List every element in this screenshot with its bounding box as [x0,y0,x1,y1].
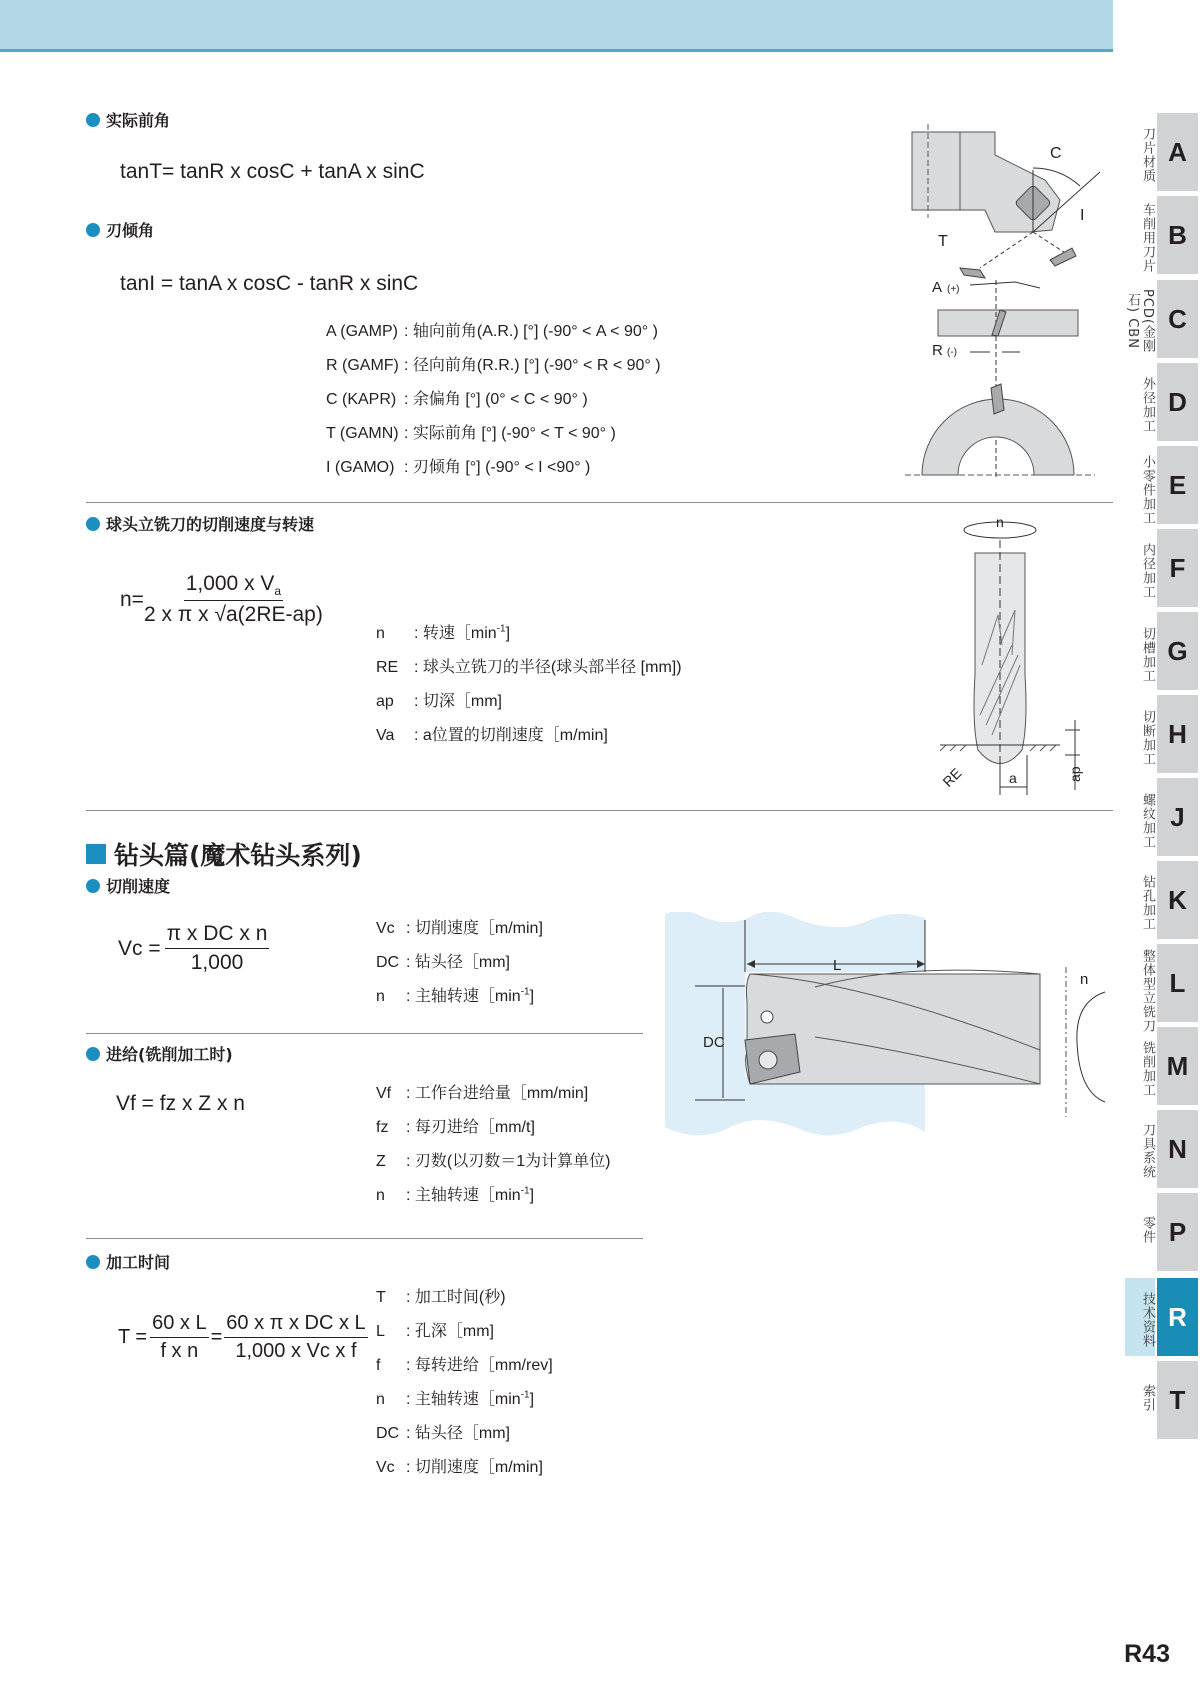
side-tab-label: 整体型立铣刀 [1140,949,1155,1033]
definition-row [326,420,616,443]
def-desc: : 余偏角 [°] (0° < C < 90° ) [404,391,588,408]
side-tab-label: 内径加工 [1140,543,1155,599]
svg-text:R: R [932,342,943,359]
fraction [165,922,270,975]
heading-ball-end [86,512,314,535]
definition-row [376,1318,494,1341]
side-tab-label-active: 技术资料 [1125,1278,1155,1356]
def-symbol: Vf [376,1085,392,1102]
def-desc: : 孔深［mm] [406,1323,494,1340]
side-tab-label: 刀具系统 [1140,1123,1155,1179]
formula-actual-rake: tanT= tanR x cosC + tanA x sinC [120,160,425,183]
def-symbol: A (GAMP) [326,323,399,340]
def-symbol: T [376,1289,386,1306]
def-symbol: RE [376,659,399,676]
side-tab-label: 索引 [1140,1384,1155,1412]
def-symbol: I (GAMO) [326,459,395,476]
def-desc: : 刃数(以刃数＝1为计算单位) [406,1153,611,1170]
side-tab-e[interactable]: E [1157,446,1198,524]
heading-actual-rake [86,108,170,131]
def-symbol: L [376,1323,385,1340]
fraction [144,572,323,627]
side-tab-b[interactable]: B [1157,196,1198,274]
superscript: -1 [496,623,506,635]
subscript: a [274,584,282,599]
definition-row [376,1114,535,1137]
def-desc: : 切削速度［m/min] [406,1459,543,1476]
svg-text:RE: RE [939,764,965,790]
divider [86,1238,643,1239]
formula-inclination: tanI = tanA x cosC - tanR x sinC [120,272,419,295]
header-band [0,0,1113,52]
svg-text:A: A [932,279,943,296]
svg-text:L: L [833,957,842,974]
svg-text:n: n [1080,971,1089,988]
def-desc: : 钻头径［mm] [406,954,510,971]
side-tab-a[interactable]: A [1157,113,1198,191]
side-tab-c[interactable]: C [1157,280,1198,358]
definition-row [376,1454,543,1477]
def-desc: : 切削速度［m/min] [406,920,543,937]
heading-inclination [86,218,154,241]
def-desc: : 实际前角 [°] (-90° < T < 90° ) [404,425,616,442]
heading-machining-time [86,1250,170,1273]
denominator: 1,000 [190,951,244,974]
fraction [150,1312,208,1363]
heading-cutting-speed [86,874,170,897]
side-tab-j[interactable]: J [1157,778,1198,856]
definition-row [376,620,510,643]
def-symbol: Vc [376,1459,395,1476]
definition-row [376,722,608,745]
definition-row [376,688,502,711]
svg-text:C: C [1050,145,1062,162]
denominator: 1,000 x Vc x f [235,1340,357,1362]
bullet-icon [86,1255,100,1269]
square-bullet-icon [86,844,106,864]
def-tail: ] [529,988,535,1005]
heading-text: 进给(铣削加工时) [106,1045,233,1064]
side-tab-label: 刀片材质 [1140,127,1155,183]
side-tab-d[interactable]: D [1157,363,1198,441]
svg-text:DC: DC [703,1034,725,1051]
svg-text:ap: ap [1067,766,1083,782]
side-tab-label: 切槽加工 [1140,627,1155,683]
divider [86,502,1113,503]
definition-row [326,386,588,409]
side-tab-label: 车削用刀片 [1140,203,1155,273]
definition-row [376,1420,510,1443]
svg-text:a: a [1009,770,1017,786]
def-desc: : 加工时间(秒) [406,1289,506,1306]
def-symbol: fz [376,1119,389,1136]
definition-row [326,454,590,477]
definition-row [376,1182,534,1205]
def-desc: : 每刃进给［mm/t] [406,1119,535,1136]
def-symbol: n [376,1187,385,1204]
heading-feed [86,1042,233,1065]
def-symbol: n [376,988,385,1005]
def-desc: : 每转进给［mm/rev] [406,1357,553,1374]
bullet-icon [86,223,100,237]
def-symbol: ap [376,693,394,710]
heading-text: 加工时间 [106,1253,171,1272]
definition-row [376,654,682,677]
bullet-icon [86,1047,100,1061]
drill-diagram [665,912,1125,1137]
ball-end-mill-diagram [920,515,1090,795]
side-tab-t[interactable]: T [1157,1361,1198,1439]
side-tab-h[interactable]: H [1157,695,1198,773]
page-number: R43 [1124,1640,1170,1668]
side-tab-p[interactable]: P [1157,1193,1198,1271]
side-tab-label: PCD(金刚石) CBN [1125,289,1155,353]
superscript: -1 [520,1185,530,1197]
definition-row [326,318,658,341]
superscript: -1 [520,1389,530,1401]
definition-row [376,1352,553,1375]
def-symbol: Z [376,1153,386,1170]
definition-row [376,1386,534,1409]
heading-text: 球头立铣刀的切削速度与转速 [106,515,315,534]
def-symbol: n [376,625,385,642]
def-symbol: T (GAMN) [326,425,399,442]
def-symbol: n [376,1391,385,1408]
def-desc: : 转速［min [414,625,497,642]
numerator: 60 x π x DC x L [224,1312,367,1338]
denominator: f x n [160,1340,199,1362]
svg-text:I: I [1080,207,1085,224]
definition-row [376,915,543,938]
def-tail: ] [529,1187,535,1204]
def-symbol: f [376,1357,381,1374]
svg-text:(+): (+) [947,284,960,295]
numerator [184,572,283,601]
definition-row [326,352,661,375]
fraction [224,1312,367,1363]
def-desc: : 主轴转速［min [406,988,521,1005]
definition-row [376,1080,588,1103]
heading-text: 切削速度 [106,877,171,896]
side-tab-label: 铣削加工 [1140,1041,1155,1097]
definition-row [376,983,534,1006]
divider [86,1033,643,1034]
bullet-icon [86,879,100,893]
def-symbol: DC [376,954,400,971]
side-tab-g[interactable]: G [1157,612,1198,690]
bullet-icon [86,113,100,127]
def-desc: : 径向前角(R.R.) [°] (-90° < R < 90° ) [404,357,661,374]
side-tab-f[interactable]: F [1157,529,1198,607]
numerator: π x DC x n [165,922,270,949]
formula-lhs: n= [120,587,144,611]
def-symbol: C (KAPR) [326,391,397,408]
side-tab-l[interactable]: L [1157,944,1198,1022]
heading-text: 刃倾角 [106,221,155,240]
superscript: -1 [520,986,530,998]
formula-machining-time [118,1312,368,1363]
side-tab-n[interactable]: N [1157,1110,1198,1188]
formula-lhs: T = [118,1326,148,1348]
def-desc: : 轴向前角(A.R.) [°] (-90° < A < 90° ) [404,323,658,340]
def-desc: : 钻头径［mm] [406,1425,510,1442]
def-symbol: Va [376,727,395,744]
numerator-text: 1,000 x V [185,572,275,595]
def-symbol: Vc [376,920,395,937]
section-title-text: 钻头篇(魔术钻头系列) [114,841,362,870]
def-desc: : 主轴转速［min [406,1187,521,1204]
drill-section-title [86,836,362,872]
numerator: 60 x L [150,1312,208,1338]
divider [86,810,1113,811]
definition-row [376,1148,610,1171]
formula-cutting-speed [118,922,269,975]
formula-lhs: Vc = [118,936,161,960]
side-tab-label: 小零件加工 [1140,455,1155,525]
formula-ball-end [120,572,323,627]
def-desc: : a位置的切削速度［m/min] [414,727,608,744]
def-desc: : 工作台进给量［mm/min] [406,1085,589,1102]
svg-text:T: T [938,233,948,250]
equals-sign: = [210,1326,223,1348]
heading-text: 实际前角 [106,111,171,130]
side-tab-m[interactable]: M [1157,1027,1198,1105]
def-symbol: R (GAMF) [326,357,399,374]
side-tab-k[interactable]: K [1157,861,1198,939]
definition-row [376,1284,506,1307]
bullet-icon [86,517,100,531]
side-tab-label: 钻孔加工 [1140,875,1155,931]
side-tab-label: 外径加工 [1140,377,1155,433]
rake-angle-diagram [900,120,1100,480]
def-desc: : 刃倾角 [°] (-90° < I <90° ) [404,459,591,476]
def-desc: : 球头立铣刀的半径(球头部半径 [mm]) [414,659,682,676]
side-tab-r[interactable]: R [1157,1278,1198,1356]
formula-feed: Vf = fz x Z x n [116,1092,245,1115]
side-tab-label: 螺纹加工 [1140,793,1155,849]
definition-row [376,949,510,972]
svg-text:n: n [996,515,1004,530]
def-desc: : 主轴转速［min [406,1391,521,1408]
def-tail: ] [529,1391,535,1408]
side-tab-label: 零件 [1140,1216,1155,1244]
denominator: 2 x π x √a(2RE-ap) [143,603,323,627]
def-tail: ] [505,625,511,642]
side-tab-label: 切断加工 [1140,710,1155,766]
def-desc: : 切深［mm] [414,693,502,710]
def-symbol: DC [376,1425,400,1442]
svg-text:(-): (-) [947,347,957,358]
